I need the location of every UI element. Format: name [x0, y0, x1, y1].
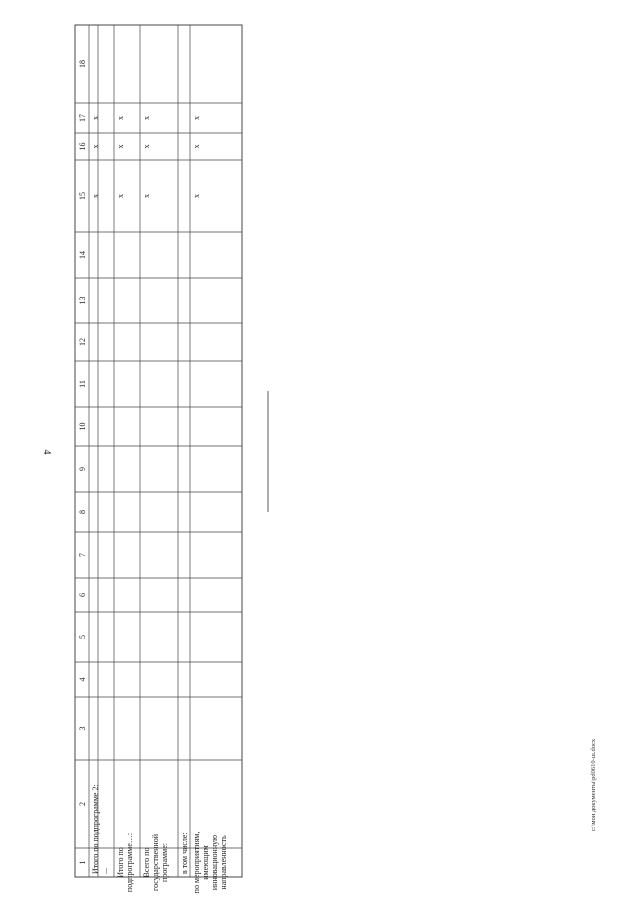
row-label-line: в том числе:	[180, 832, 189, 874]
row-label-line: Итого по	[116, 847, 125, 878]
x-mark: x	[116, 194, 125, 198]
row-label-line: Всего по	[142, 847, 151, 878]
column-header: 11	[78, 380, 87, 388]
column-header: 10	[78, 422, 87, 431]
page-number: 4	[41, 449, 52, 455]
column-header: 5	[78, 635, 87, 639]
table-frame	[75, 25, 242, 880]
x-mark: x	[91, 116, 100, 120]
row-label-line: ...	[100, 868, 109, 874]
x-mark: x	[91, 194, 100, 198]
column-header: 12	[78, 338, 87, 346]
footer-file-path: c:\мои документы\pd0610-ш.docx	[590, 738, 597, 832]
row-label-line: инновационную	[210, 834, 219, 891]
column-header: 14	[78, 251, 87, 259]
column-header: 2	[78, 802, 87, 806]
x-mark: x	[116, 116, 125, 120]
x-mark: x	[142, 144, 151, 149]
column-header: 16	[78, 142, 87, 151]
row-label-line: государственной	[151, 833, 160, 892]
x-mark: x	[142, 116, 151, 120]
row-label-line: имеющим	[201, 845, 210, 880]
row-label-line: программе:	[160, 842, 169, 883]
x-mark: x	[142, 194, 151, 198]
x-mark: x	[91, 144, 100, 149]
column-header: 1	[78, 860, 87, 865]
column-header: 4	[78, 677, 87, 682]
column-header: 15	[78, 192, 87, 200]
column-header: 8	[78, 510, 87, 514]
column-header: 18	[78, 60, 87, 68]
column-header: 7	[78, 553, 87, 557]
row-label-line: по мероприятиям,	[192, 831, 201, 894]
row-label-line: Итого по подпрограмме 2:	[91, 784, 100, 874]
row-label-line: подпрограмме…:	[125, 832, 134, 893]
column-header: 6	[78, 593, 87, 597]
budget-table	[75, 25, 242, 893]
x-mark: x	[192, 144, 201, 149]
x-mark: x	[116, 144, 125, 149]
x-mark: x	[192, 116, 201, 120]
column-header: 3	[78, 726, 87, 731]
column-header: 13	[78, 296, 87, 305]
column-header: 9	[78, 467, 87, 471]
row-label-line: направленность	[219, 835, 228, 890]
column-header: 17	[78, 114, 87, 122]
x-mark: x	[192, 194, 201, 198]
